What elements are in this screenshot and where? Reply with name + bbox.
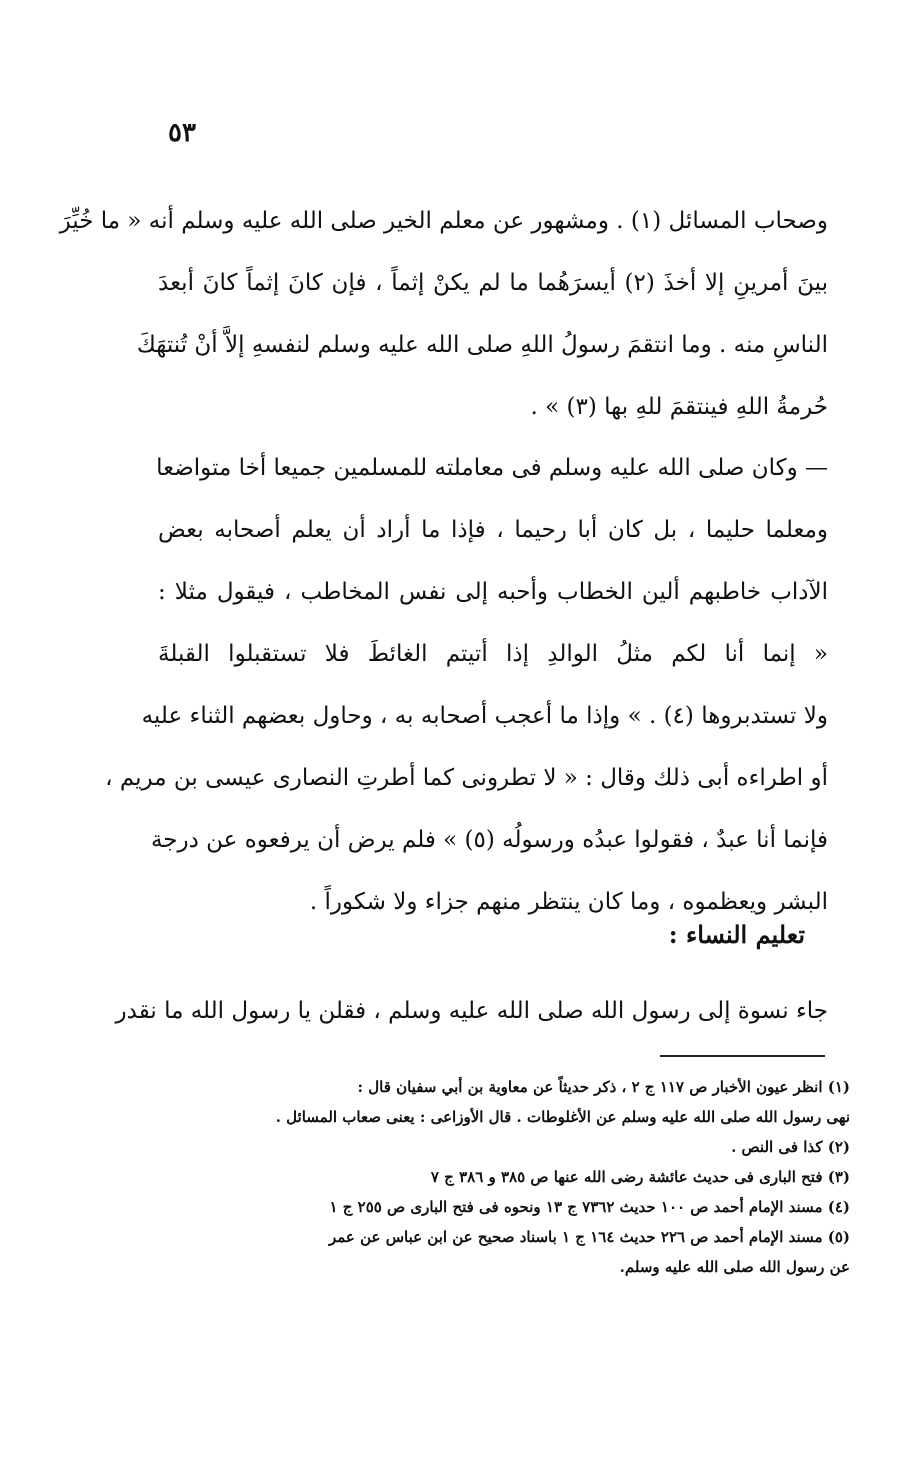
footnote-line: (٣) فتح البارى فى حديث عائشة رضى الله عنها ص ٣٨٥ و ٣٨٦ ج ٧ — [430, 1168, 850, 1186]
text-line: وصحاب المسائل (١) . ومشهور عن معلم الخير صلى الله عليه وسلم أنه « ما خُيِّرَ — [59, 208, 828, 234]
footnote-line: نهى رسول الله صلى الله عليه وسلم عن الأغلوطات . قال الأوزاعى : يعنى صعاب المسائل . — [275, 1108, 850, 1126]
text-line: حُرمةُ اللهِ فينتقمَ للهِ بها (٣) » . — [530, 394, 828, 420]
paragraph-3 — [115, 980, 828, 1042]
text-line: الآداب خاطبهم ألين الخطاب وأحبه إلى نفس المخاطب ، فيقول مثلا : — [158, 579, 828, 605]
page-number: ٥٣ — [168, 118, 196, 148]
text-line: — وكان صلى الله عليه وسلم فى معاملته للمسلمين جميعا أخا متواضعا — [156, 455, 828, 481]
footnote-line: (١) انظر عيون الأخبار ص ١١٧ ج ٢ ، ذكر حديثاً عن معاوية بن أبي سفيان قال : — [357, 1078, 850, 1096]
text-line: ومعلما حليما ، بل كان أبا رحيما ، فإذا ما أراد أن يعلم أصحابه بعض — [158, 517, 828, 543]
text-line: أو اطراءه أبى ذلك وقال : « لا تطرونى كما أطرتِ النصارى عيسى بن مريم ، — [105, 765, 828, 791]
footnote-line: (٥) مسند الإمام أحمد ص ٢٢٦ حديث ١٦٤ ج ١ باسناد صحيح عن ابن عباس عن عمر — [328, 1228, 850, 1246]
text-line: البشر ويعظموه ، وما كان ينتظر منهم جزاء ولا شكوراً . — [309, 889, 828, 915]
section-heading: تعليم النساء : — [668, 920, 805, 949]
text-line: بينَ أمرينِ إلا أخذَ (٢) أيسرَهُما ما لم يكنْ إثماً ، فإن كانَ إثماً كانَ أبعدَ — [158, 270, 828, 296]
footnotes — [150, 1072, 850, 1282]
paragraph-1 — [59, 190, 828, 438]
paragraph-2 — [105, 437, 828, 933]
text-line: الناسِ منه . وما انتقمَ رسولُ اللهِ صلى الله عليه وسلم لنفسهِ إلاَّ أنْ تُنتهَكَ — [136, 332, 828, 358]
text-line: ولا تستدبروها (٤) . » وإذا ما أعجب أصحابه به ، وحاول بعضهم الثناء عليه — [141, 703, 828, 729]
footnote-line: (٢) كذا فى النص . — [731, 1138, 850, 1156]
footnote-line: عن رسول الله صلى الله عليه وسلم. — [619, 1258, 850, 1276]
footnote-line: (٤) مسند الإمام أحمد ص ١٠٠ حديث ٧٣٦٢ ج ١٣ ونحوه فى فتح البارى ص ٢٥٥ ج ١ — [329, 1198, 850, 1216]
text-line: « إنما أنا لكم مثلُ الوالدِ إذا أتيتم الغائطَ فلا تستقبلوا القبلةَ — [158, 641, 828, 667]
text-line: جاء نسوة إلى رسول الله صلى الله عليه وسلم ، فقلن يا رسول الله ما نقدر — [115, 998, 828, 1024]
text-line: فإنما أنا عبدٌ ، فقولوا عبدُه ورسولُه (٥) » فلم يرض أن يرفعوه عن درجة — [150, 827, 828, 853]
footnote-divider — [660, 1055, 825, 1057]
